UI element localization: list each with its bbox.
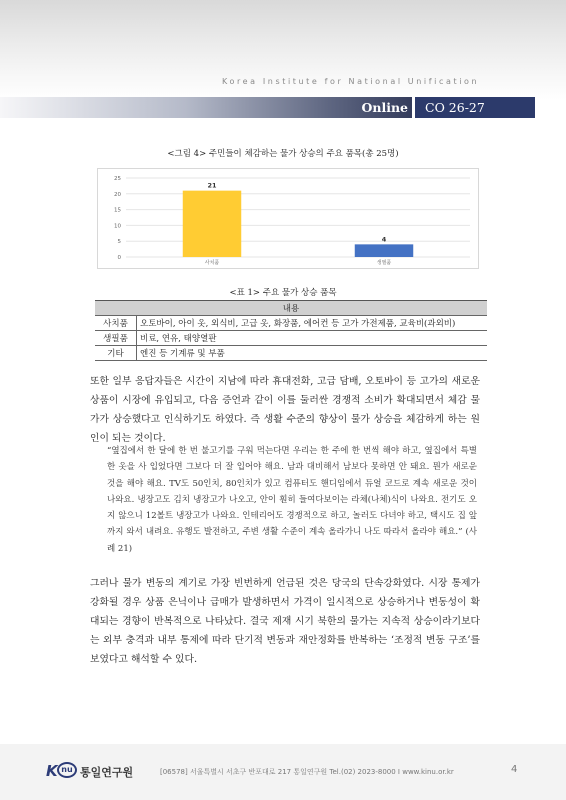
- bar: [183, 191, 241, 257]
- table-row: [95, 331, 487, 346]
- row-content: 엔진 등 기계류 및 부품: [137, 346, 488, 361]
- kinu-logo-mark: K: [46, 762, 58, 780]
- y-tick-label: 20: [114, 191, 121, 198]
- table-row: [95, 316, 487, 331]
- table-caption: <표 1> 주요 물가 상승 품목: [229, 288, 337, 298]
- bar: [355, 244, 413, 257]
- table-header: 내용: [95, 301, 487, 316]
- items-table: [95, 300, 487, 361]
- bar-chart: [97, 168, 479, 269]
- series-code: CO 26-27: [415, 97, 535, 118]
- row-content: 비료, 연유, 태양열판: [137, 331, 488, 346]
- y-tick-label: 15: [114, 207, 121, 214]
- x-tick-label: 생필품: [376, 260, 392, 266]
- footer-address: [06578] 서울특별시 서초구 반포대로 217 통일연구원 Tel.(02) 2023-8000 I www.kinu.or.kr: [160, 768, 454, 776]
- kinu-logo-ring: nu: [57, 762, 77, 778]
- row-category: 기타: [95, 346, 137, 361]
- institute-name: Korea Institute for National Unification: [222, 77, 480, 86]
- row-category: 사치품: [95, 316, 137, 331]
- figure-caption: <그림 4> 주민들이 체감하는 물가 상승의 주요 품목(총 25명): [167, 149, 399, 159]
- y-tick-label: 0: [117, 255, 121, 261]
- series-label: Online Series: [361, 100, 408, 134]
- y-tick-label: 5: [117, 239, 121, 246]
- body-paragraph-2: 그러나 물가 변동의 계기로 가장 빈번하게 언급된 것은 당국의 단속강화였다. 시장 통제가 강화될 경우 상품 은닉이나 급매가 발생하면서 가격이 일시적으로 상승하거나 변동성이 확대되는 경향이 반복적으로 나타났다. 결국 제재 시기 북한의 물가는 지속적 상승이라기보다는 외부 충격과 내부 통제에 따라 단기적 변동과 재안정화를 반복하는 ‘조정적 변동 구조’를 보였다고 해석할 수 있다.: [90, 578, 480, 665]
- interview-quote: “옆집에서 한 달에 한 번 불고기를 구워 먹는다면 우리는 한 주에 한 번씩 해야 하고, 옆집에서 특별한 옷을 사 입었다면 그보다 더 잘 입어야 해요. 남과 대비해서 남보다 못하면 안 돼요. 뭔가 새로운 것을 해야 해요. TV도 50인치, 80인치가 있고 컴퓨터도 핸디임에서 듀얼 코드로 계속 새로운 것이 나와요. 냉장고도 김치 냉장고가 나오고, 안이 훤히 들여다보이는 라체(나체)식이 나와요. 전기도 오지 않으니 12볼트 냉장고가 나와요. 인테리어도 경쟁적으로 하고, 놀러도 다녀야 하고, 택시도 집 앞까지 와서 내려요. 유행도 발전하고, 주변 생활 수준이 계속 올라가니 나도 따라서 올라야 해요.” (사례 21): [107, 446, 477, 554]
- row-category: 생필품: [95, 331, 137, 346]
- x-tick-label: 사치품: [204, 260, 220, 266]
- y-tick-label: 10: [114, 223, 121, 230]
- kinu-logo-text: 통일연구원: [80, 766, 134, 779]
- chart-svg: [98, 169, 478, 268]
- table-row: [95, 346, 487, 361]
- y-tick-label: 25: [114, 176, 121, 182]
- row-content: 오토바이, 아이 옷, 외식비, 고급 옷, 화장품, 에어컨 등 고가 가전제품, 교육비(과외비): [137, 316, 488, 331]
- page-number: 4: [511, 764, 518, 775]
- data-label: 21: [207, 181, 217, 190]
- body-paragraph-1: 또한 일부 응답자들은 시간이 지남에 따라 휴대전화, 고급 담배, 오토바이 등 고가의 새로운 상품이 시장에 유입되고, 다음 증언과 같이 이를 둘러싼 경쟁적 소비가 확대되면서 체감 물가가 상승했다고 인식하기도 하였다. 즉 생활 수준의 향상이 물가 상승을 체감하게 하는 원인이 되는 것이다.: [90, 376, 480, 444]
- data-label: 4: [381, 235, 387, 244]
